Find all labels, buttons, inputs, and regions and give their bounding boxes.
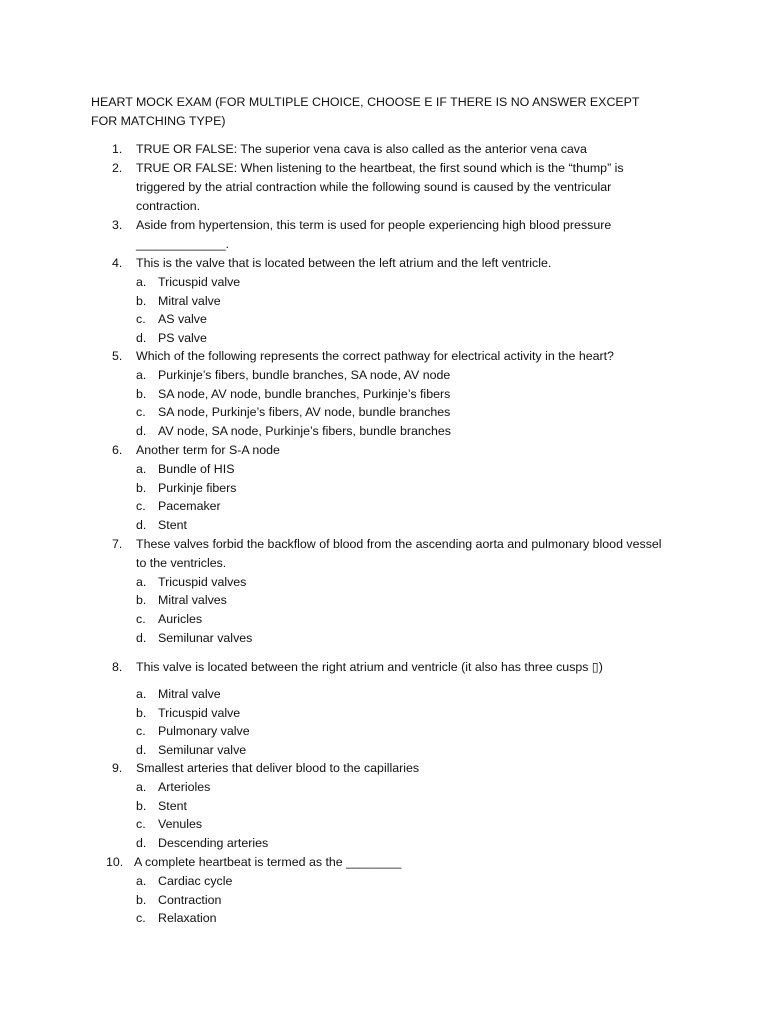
option-letter: c. <box>136 612 146 627</box>
option <box>136 629 672 648</box>
exam-header: HEART MOCK EXAM (FOR MULTIPLE CHOICE, CHOOSE E IF THERE IS NO ANSWER EXCEPT FOR MATCHING TYPE) <box>91 95 640 128</box>
option <box>136 273 672 292</box>
option-letter: c. <box>136 724 146 739</box>
option-text: Purkinje’s fibers, bundle branches, SA node, AV node <box>158 367 451 382</box>
option-text: Semilunar valve <box>158 743 247 758</box>
option-text: Mitral valves <box>158 593 227 608</box>
options-list <box>136 778 672 853</box>
question-number: 5. <box>112 349 123 363</box>
option <box>136 516 672 535</box>
options-list <box>136 460 672 535</box>
option-text: Relaxation <box>158 911 217 926</box>
option-text: Auricles <box>158 612 203 627</box>
question-4 <box>112 254 672 348</box>
question-text: Another term for S-A node <box>136 443 280 457</box>
options-list <box>136 273 672 348</box>
option-letter: d. <box>136 743 147 758</box>
option <box>136 460 672 479</box>
option <box>136 872 672 891</box>
option-letter: d. <box>136 630 147 645</box>
question-number: 6. <box>112 443 123 457</box>
option-text: Descending arteries <box>158 836 269 851</box>
question-2 <box>112 159 672 215</box>
question-number: 1. <box>112 142 123 156</box>
option <box>136 778 672 797</box>
option <box>136 704 672 723</box>
option-letter: c. <box>136 817 146 832</box>
option <box>136 573 672 592</box>
option <box>136 422 672 441</box>
option <box>136 385 672 404</box>
option-letter: a. <box>136 461 147 476</box>
option <box>136 685 672 704</box>
option <box>136 366 672 385</box>
option-letter: d. <box>136 836 147 851</box>
option-text: Contraction <box>158 892 222 907</box>
option-letter: c. <box>136 911 146 926</box>
question-9 <box>112 759 672 853</box>
question-number: 8. <box>112 660 123 674</box>
question-1 <box>112 140 672 159</box>
option <box>136 329 672 348</box>
option-text: SA node, AV node, bundle branches, Purkinje’s fibers <box>158 386 451 401</box>
option-letter: a. <box>136 574 147 589</box>
option-letter: b. <box>136 705 147 720</box>
option-text: Semilunar valves <box>158 630 253 645</box>
question-text: This valve is located between the right atrium and ventricle (it also has three cusps ▯) <box>136 660 603 674</box>
option-letter: d. <box>136 424 147 439</box>
option-text: Purkinje fibers <box>158 480 237 495</box>
options-list <box>136 872 672 928</box>
option-letter: b. <box>136 593 147 608</box>
option-text: Pulmonary valve <box>158 724 250 739</box>
option-letter: a. <box>136 274 147 289</box>
option-text: Tricuspid valves <box>158 574 247 589</box>
option-letter: b. <box>136 293 147 308</box>
options-list <box>136 366 672 441</box>
option-letter: b. <box>136 386 147 401</box>
question-text: Smallest arteries that deliver blood to the capillaries <box>136 761 420 775</box>
option-text: Stent <box>158 798 187 813</box>
option <box>136 310 672 329</box>
option <box>136 403 672 422</box>
option <box>136 479 672 498</box>
option-letter: a. <box>136 367 147 382</box>
option-letter: d. <box>136 331 147 346</box>
question-5 <box>112 347 672 441</box>
option-text: PS valve <box>158 331 207 346</box>
question-number: 4. <box>112 256 123 270</box>
option-text: Mitral valve <box>158 293 221 308</box>
option <box>136 891 672 910</box>
question-7 <box>112 535 672 648</box>
question-text: TRUE OR FALSE: The superior vena cava is also called as the anterior vena cava <box>136 142 587 156</box>
option-letter: a. <box>136 873 147 888</box>
option-letter: b. <box>136 480 147 495</box>
option <box>136 292 672 311</box>
option-letter: b. <box>136 798 147 813</box>
question-text: These valves forbid the backflow of blood from the ascending aorta and pulmonary blood vessel to the ventricles. <box>136 537 662 570</box>
question-3 <box>112 216 672 254</box>
option <box>136 722 672 741</box>
question-number: 3. <box>112 218 123 232</box>
option-letter: c. <box>136 405 146 420</box>
option <box>136 909 672 928</box>
option-letter: a. <box>136 686 147 701</box>
option-letter: d. <box>136 518 147 533</box>
option-text: Tricuspid valve <box>158 274 241 289</box>
option-text: SA node, Purkinje’s fibers, AV node, bundle branches <box>158 405 451 420</box>
option-text: AV node, SA node, Purkinje’s fibers, bundle branches <box>158 424 451 439</box>
option-text: Venules <box>158 817 203 832</box>
question-text: TRUE OR FALSE: When listening to the heartbeat, the first sound which is the “thump” is triggered by the atrial contraction while the following sound is caused by the ventricular contraction. <box>136 161 624 213</box>
question-text: A complete heartbeat is termed as the ________ <box>134 855 402 869</box>
question-6 <box>112 441 672 535</box>
option <box>136 741 672 760</box>
options-list <box>136 685 672 760</box>
option <box>136 815 672 834</box>
question-10 <box>106 853 672 928</box>
option-text: Mitral valve <box>158 686 221 701</box>
question-number: 7. <box>112 537 123 551</box>
option-text: AS valve <box>158 312 207 327</box>
question-number: 2. <box>112 161 123 175</box>
question-number: 10. <box>106 855 124 869</box>
option <box>136 834 672 853</box>
question-text: Aside from hypertension, this term is used for people experiencing high blood pressure _____________. <box>136 218 612 251</box>
question-text: This is the valve that is located between the left atrium and the left ventricle. <box>136 256 552 270</box>
option <box>136 610 672 629</box>
option-letter: c. <box>136 312 146 327</box>
option-text: Tricuspid valve <box>158 705 241 720</box>
option-letter: a. <box>136 779 147 794</box>
option <box>136 497 672 516</box>
option-text: Cardiac cycle <box>158 873 233 888</box>
option-text: Bundle of HIS <box>158 461 235 476</box>
option-text: Arterioles <box>158 779 211 794</box>
option <box>136 797 672 816</box>
question-number: 9. <box>112 761 123 775</box>
option-letter: c. <box>136 499 146 514</box>
option-text: Pacemaker <box>158 499 221 514</box>
option-letter: b. <box>136 892 147 907</box>
option-text: Stent <box>158 518 187 533</box>
question-text: Which of the following represents the correct pathway for electrical activity in the heart? <box>136 349 614 363</box>
question-8 <box>112 658 672 760</box>
option <box>136 591 672 610</box>
options-list <box>136 573 672 648</box>
